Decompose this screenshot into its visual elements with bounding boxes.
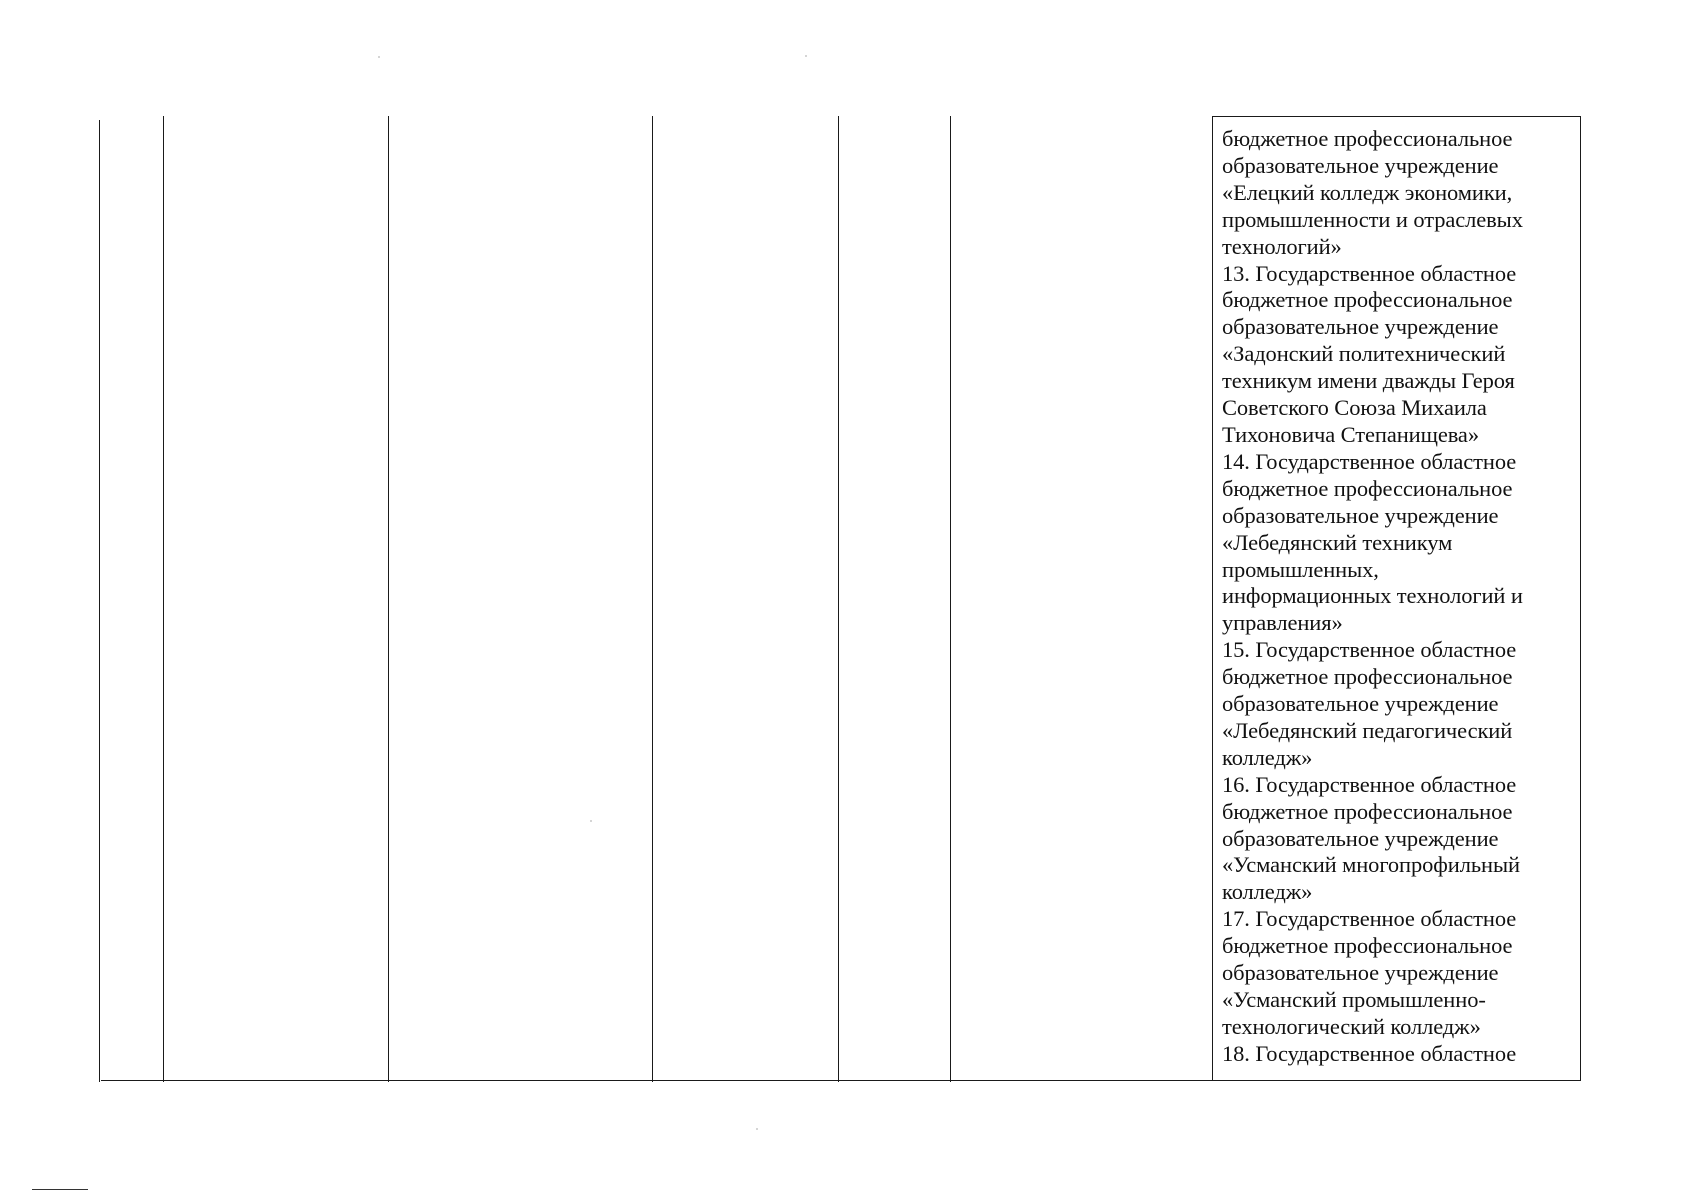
table-bottom-border bbox=[101, 1080, 1581, 1081]
cell-line: технологический колледж» bbox=[1222, 1013, 1481, 1039]
cell-line: «Усманский промышленно- bbox=[1222, 987, 1486, 1012]
cell-line: 14. Государственное областное bbox=[1222, 448, 1517, 474]
cell-line: образовательное учреждение bbox=[1222, 314, 1499, 340]
cell-line: Советского Союза Михаила bbox=[1222, 395, 1487, 421]
cell-line: бюджетное профессиональное bbox=[1222, 475, 1513, 501]
column-border-1 bbox=[99, 120, 100, 1082]
footnote-rule bbox=[32, 1189, 88, 1190]
cell-line: 15. Государственное областное bbox=[1222, 637, 1517, 663]
cell-line: образовательное учреждение bbox=[1222, 152, 1499, 178]
cell-line: технологий» bbox=[1222, 233, 1342, 259]
cell-line: «Лебедянский педагогический bbox=[1222, 717, 1513, 743]
cell-line: 18. Государственное областное bbox=[1222, 1040, 1517, 1066]
column-border-8 bbox=[1580, 116, 1581, 1080]
cell-line: «Лебедянский техникум bbox=[1222, 529, 1453, 555]
cell-line: информационных технологий и bbox=[1222, 583, 1523, 609]
cell-line: «Задонский политехнический bbox=[1222, 341, 1506, 367]
scan-speck bbox=[756, 1128, 758, 1130]
cell-line: бюджетное профессиональное bbox=[1222, 664, 1513, 690]
column-border-5 bbox=[838, 116, 839, 1082]
cell-line: 17. Государственное областное bbox=[1222, 906, 1517, 932]
last-cell-top-border bbox=[1212, 116, 1581, 117]
institutions-cell bbox=[1222, 126, 1580, 1068]
scan-speck bbox=[805, 55, 807, 57]
cell-line: промышленности и отраслевых bbox=[1222, 206, 1523, 232]
cell-line: колледж» bbox=[1222, 744, 1313, 770]
cell-line: техникум имени дважды Героя bbox=[1222, 368, 1515, 394]
cell-line: образовательное учреждение bbox=[1222, 825, 1499, 851]
cell-line: образовательное учреждение bbox=[1222, 502, 1499, 528]
cell-line: 16. Государственное областное bbox=[1222, 771, 1517, 797]
cell-line: бюджетное профессиональное bbox=[1222, 126, 1513, 151]
column-border-6 bbox=[950, 116, 951, 1082]
scan-speck bbox=[378, 56, 380, 58]
cell-line: бюджетное профессиональное bbox=[1222, 287, 1513, 313]
column-border-3 bbox=[388, 116, 389, 1082]
cell-line: управления» bbox=[1222, 610, 1343, 636]
cell-line: образовательное учреждение bbox=[1222, 691, 1499, 717]
cell-line: промышленных, bbox=[1222, 556, 1379, 582]
scan-speck bbox=[590, 820, 592, 822]
column-border-4 bbox=[652, 116, 653, 1082]
cell-line: «Усманский многопрофильный bbox=[1222, 852, 1520, 878]
cell-line: «Елецкий колледж экономики, bbox=[1222, 179, 1513, 205]
column-border-2 bbox=[163, 116, 164, 1082]
cell-line: колледж» bbox=[1222, 879, 1313, 905]
column-border-7 bbox=[1212, 116, 1213, 1080]
cell-line: 13. Государственное областное bbox=[1222, 260, 1517, 286]
cell-line: бюджетное профессиональное bbox=[1222, 798, 1513, 824]
cell-line: образовательное учреждение bbox=[1222, 960, 1499, 986]
cell-line: бюджетное профессиональное bbox=[1222, 933, 1513, 959]
cell-line: Тихоновича Степанищева» bbox=[1222, 421, 1479, 447]
